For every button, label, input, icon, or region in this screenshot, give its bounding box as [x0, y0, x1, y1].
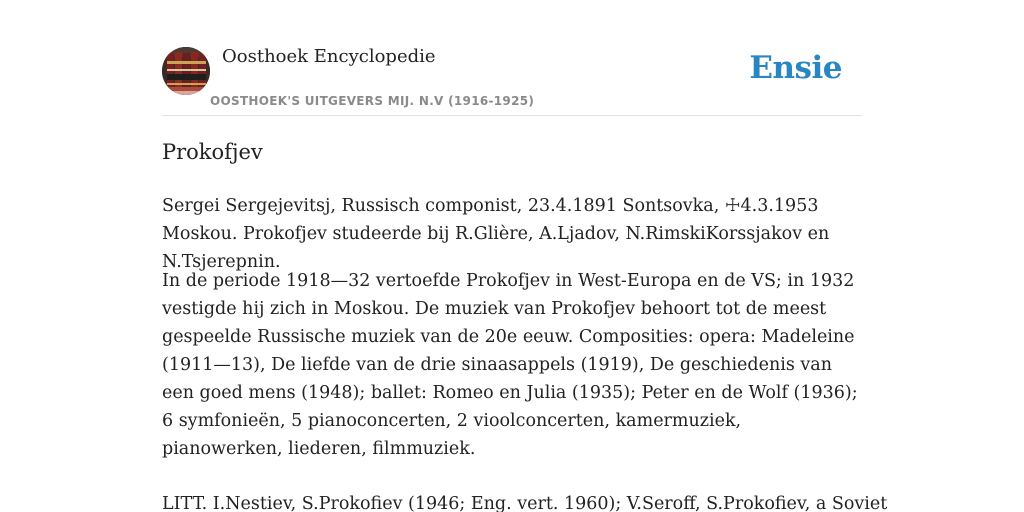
article-page [162, 0, 888, 512]
ensie-logo[interactable]: Ensie [749, 50, 842, 86]
source-header [162, 0, 862, 116]
article-title: Prokofjev [162, 140, 263, 164]
article-paragraph-career: In de periode 1918—32 vertoefde Prokofjev in West-Europa en de VS; in 1932 vestigde hij zich in Moskou. De muziek van Prokofjev behoort tot de meest gespeelde Russische muziek van de 20e eeuw. Composities: opera: Madeleine (1911—13), De liefde van de drie sinaasappels (1919), De geschiedenis van een goed mens (1948); ballet: Romeo en Julia (1935); Peter en de Wolf (1936); 6 symfonieën, 5 pianoconcerten, 2 vioolconcerten, kamermuziek, pianowerken, liederen, filmmuziek. [162, 271, 858, 459]
publisher-label: OOSTHOEK'S UITGEVERS MIJ. N.V (1916-1925) [210, 94, 535, 108]
book-spines-icon [162, 47, 210, 95]
article-paragraph-literature: LITT. I.Nestiev, S.Prokofiev (1946; Eng. vert. 1960); V.Seroff, S.Prokofiev, a Soviet [162, 494, 888, 512]
source-title[interactable]: Oosthoek Encyclopedie [222, 46, 436, 67]
source-avatar[interactable] [162, 47, 210, 95]
article-paragraph-intro: Sergei Sergejevitsj, Russisch componist, 23.4.1891 Sontsovka, ☩4.3.1953 Moskou. Prokofjev studeerde bij R.Glière, A.Ljadov, N.RimskiKorssjakov en N.Tsjerepnin. [162, 196, 830, 272]
